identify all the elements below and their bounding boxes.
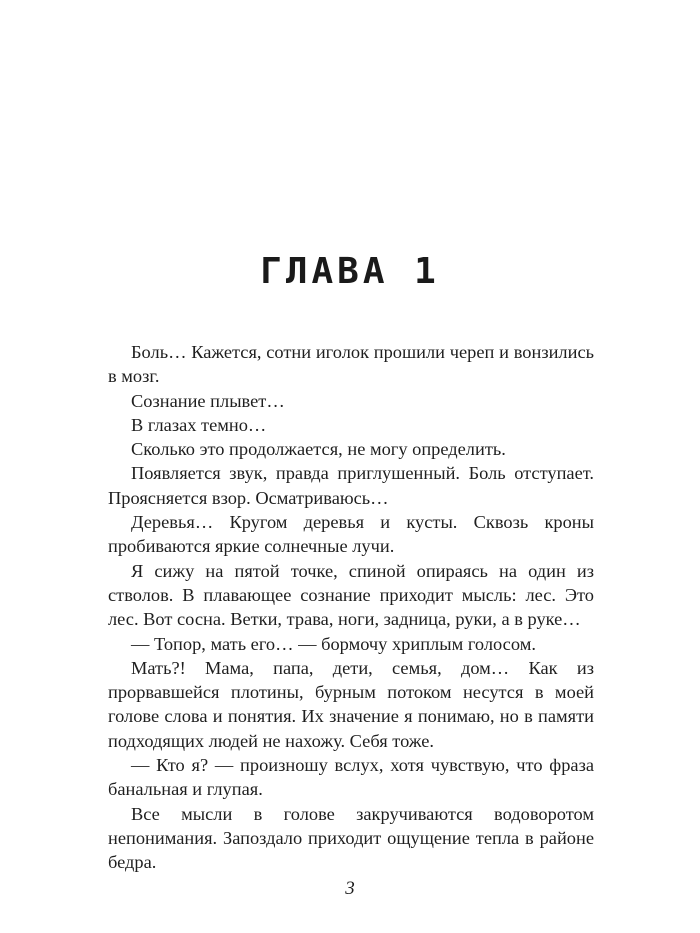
paragraph: Деревья… Кругом деревья и кусты. Сквозь кроны пробиваются яркие солнечные лучи. — [108, 512, 594, 557]
paragraph: Сознание плывет… — [131, 390, 285, 411]
paragraph: — Кто я? — произношу вслух, хотя чувствую, что фраза банальная и глупая. — [108, 755, 594, 800]
paragraph: — Топор, мать его… — бормочу хриплым голосом. — [131, 633, 536, 654]
paragraph: В глазах темно… — [131, 414, 267, 435]
paragraph: Мать?! Мама, папа, дети, семья, дом… Как из прорвавшейся плотины, бурным потоком несутся в моей голове слова и понятия. Их значение я понимаю, но в памяти подходящих людей не нахожу. Себя тоже. — [108, 657, 594, 751]
page-number: 3 — [345, 878, 355, 899]
chapter-title: ГЛАВА 1 — [260, 251, 440, 292]
chapter-text — [108, 340, 594, 875]
paragraph: Все мысли в голове закручиваются водоворотом непонимания. Запоздало приходит ощущение тепла в районе бедра. — [108, 803, 594, 873]
paragraph: Я сижу на пятой точке, спиной опираясь на один из стволов. В плавающее сознание приходит мысль: лес. Это лес. Вот сосна. Ветки, трава, ноги, задница, руки, а в руке… — [108, 560, 594, 630]
paragraph: Появляется звук, правда приглушенный. Боль отступает. Проясняется взор. Осматриваюсь… — [108, 463, 594, 508]
paragraph: Боль… Кажется, сотни иголок прошили череп и вонзились в мозг. — [108, 342, 594, 387]
paragraph: Сколько это продолжается, не могу определить. — [131, 439, 506, 460]
